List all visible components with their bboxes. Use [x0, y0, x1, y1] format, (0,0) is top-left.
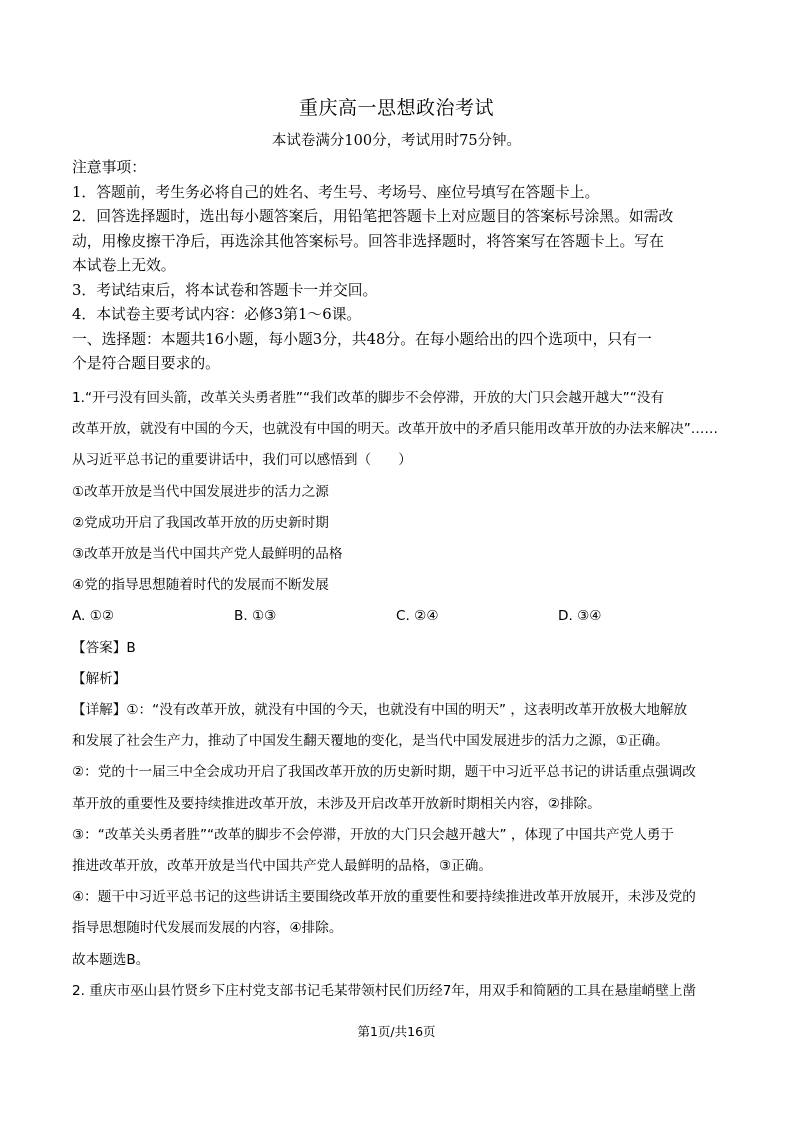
detail-line-4: 革开放的重要性及要持续推进改革开放，未涉及开启改革开放新时期相关内容，②排除。 [72, 795, 601, 812]
analysis-label: 【解析】 [72, 670, 127, 687]
detail-line-1: 【详解】①：“没有改革开放，就没有中国的今天，也就没有中国的明天” ，这表明改革开放极大地解放 [72, 702, 688, 719]
question-1-stem-line-3: 从习近平总书记的重要讲话中，我们可以感悟到（ ） [72, 452, 412, 469]
section-heading-line-2: 个是符合题目要求的。 [72, 355, 220, 372]
question-1 [72, 383, 722, 1007]
notes-heading: 注意事项： [72, 159, 146, 176]
detail-line-5: ③：“改革关头勇者胜”“改革的脚步不会停滞，开放的大门只会越开越大” ，体现了中国共产党人勇于 [72, 826, 675, 843]
notes-section [72, 156, 722, 377]
detail-line-7: ④：题干中习近平总书记的这些讲话主要围绕改革开放的重要性和要持续推进改革开放展开，未涉及党的 [72, 889, 696, 906]
statement-1: ①改革开放是当代中国发展进步的活力之源 [72, 483, 329, 500]
question-1-stem-line-1: 1.“开弓没有回头箭，改革关头勇者胜”“我们改革的脚步不会停滞，开放的大门只会越开越大”“没有 [72, 390, 664, 406]
conclusion: 故本题选B。 [72, 951, 150, 968]
notes-item-2-line-3: 本试卷上无效。 [72, 257, 176, 274]
question-2-stem-line-1: 2. 重庆市巫山县竹贤乡下庄村党支部书记毛某带领村民们历经7年，用双手和简陋的工具在悬崖峭壁上凿 [72, 982, 697, 999]
page-footer: 第1页/共16页 [357, 1024, 436, 1039]
notes-item-1: 1．答题前，考生务必将自己的姓名、考生号、考场号、座位号填写在答题卡上。 [72, 183, 600, 201]
notes-item-2-line-1: 2．回答选择题时，选出每小题答案后，用铅笔把答题卡上对应题目的答案标号涂黑。如需改 [72, 208, 674, 225]
answer-label: 【答案】B [72, 639, 136, 656]
answer-options [72, 601, 722, 632]
statement-3: ③改革开放是当代中国共产党人最鲜明的品格 [72, 546, 343, 563]
exam-title: 重庆高一思想政治考试 [298, 97, 494, 119]
notes-item-3: 3．考试结束后，将本试卷和答题卡一并交回。 [72, 281, 378, 299]
option-c: C. ②④ [396, 608, 439, 625]
detail-line-3: ②：党的十一届三中全会成功开启了我国改革开放的历史新时期，题干中习近平总书记的讲话重点强调改 [72, 764, 696, 781]
detail-line-8: 指导思想随时代发展而发展的内容，④排除。 [72, 920, 343, 937]
detail-line-6: 推进改革开放，改革开放是当代中国共产党人最鲜明的品格，③正确。 [72, 858, 492, 875]
option-b: B. ①③ [234, 608, 277, 625]
notes-item-4: 4．本试卷主要考试内容：必修3第1～6课。 [72, 306, 362, 323]
statement-4: ④党的指导思想随着时代的发展而不断发展 [72, 577, 329, 594]
notes-item-2-line-2: 动，用橡皮擦干净后，再选涂其他答案标号。回答非选择题时，将答案写在答题卡上。写在 [72, 232, 664, 250]
statement-2: ②党成功开启了我国改革开放的历史新时期 [72, 514, 329, 531]
option-a: A. ①② [72, 608, 115, 625]
section-heading-line-1: 一、选择题：本题共16小题，每小题3分，共48分。在每小题给出的四个选项中，只有一 [72, 330, 652, 348]
question-1-stem-line-2: 改革开放，就没有中国的今天，也就没有中国的明天。改革开放中的矛盾只能用改革开放的办法来解决”…… [72, 421, 718, 438]
detail-line-2: 和发展了社会生产力，推动了中国发生翻天覆地的变化，是当代中国发展进步的活力之源，①正确。 [72, 733, 669, 750]
option-d: D. ③④ [558, 608, 602, 625]
exam-subtitle: 本试卷满分100分，考试用时75分钟。 [271, 133, 522, 149]
